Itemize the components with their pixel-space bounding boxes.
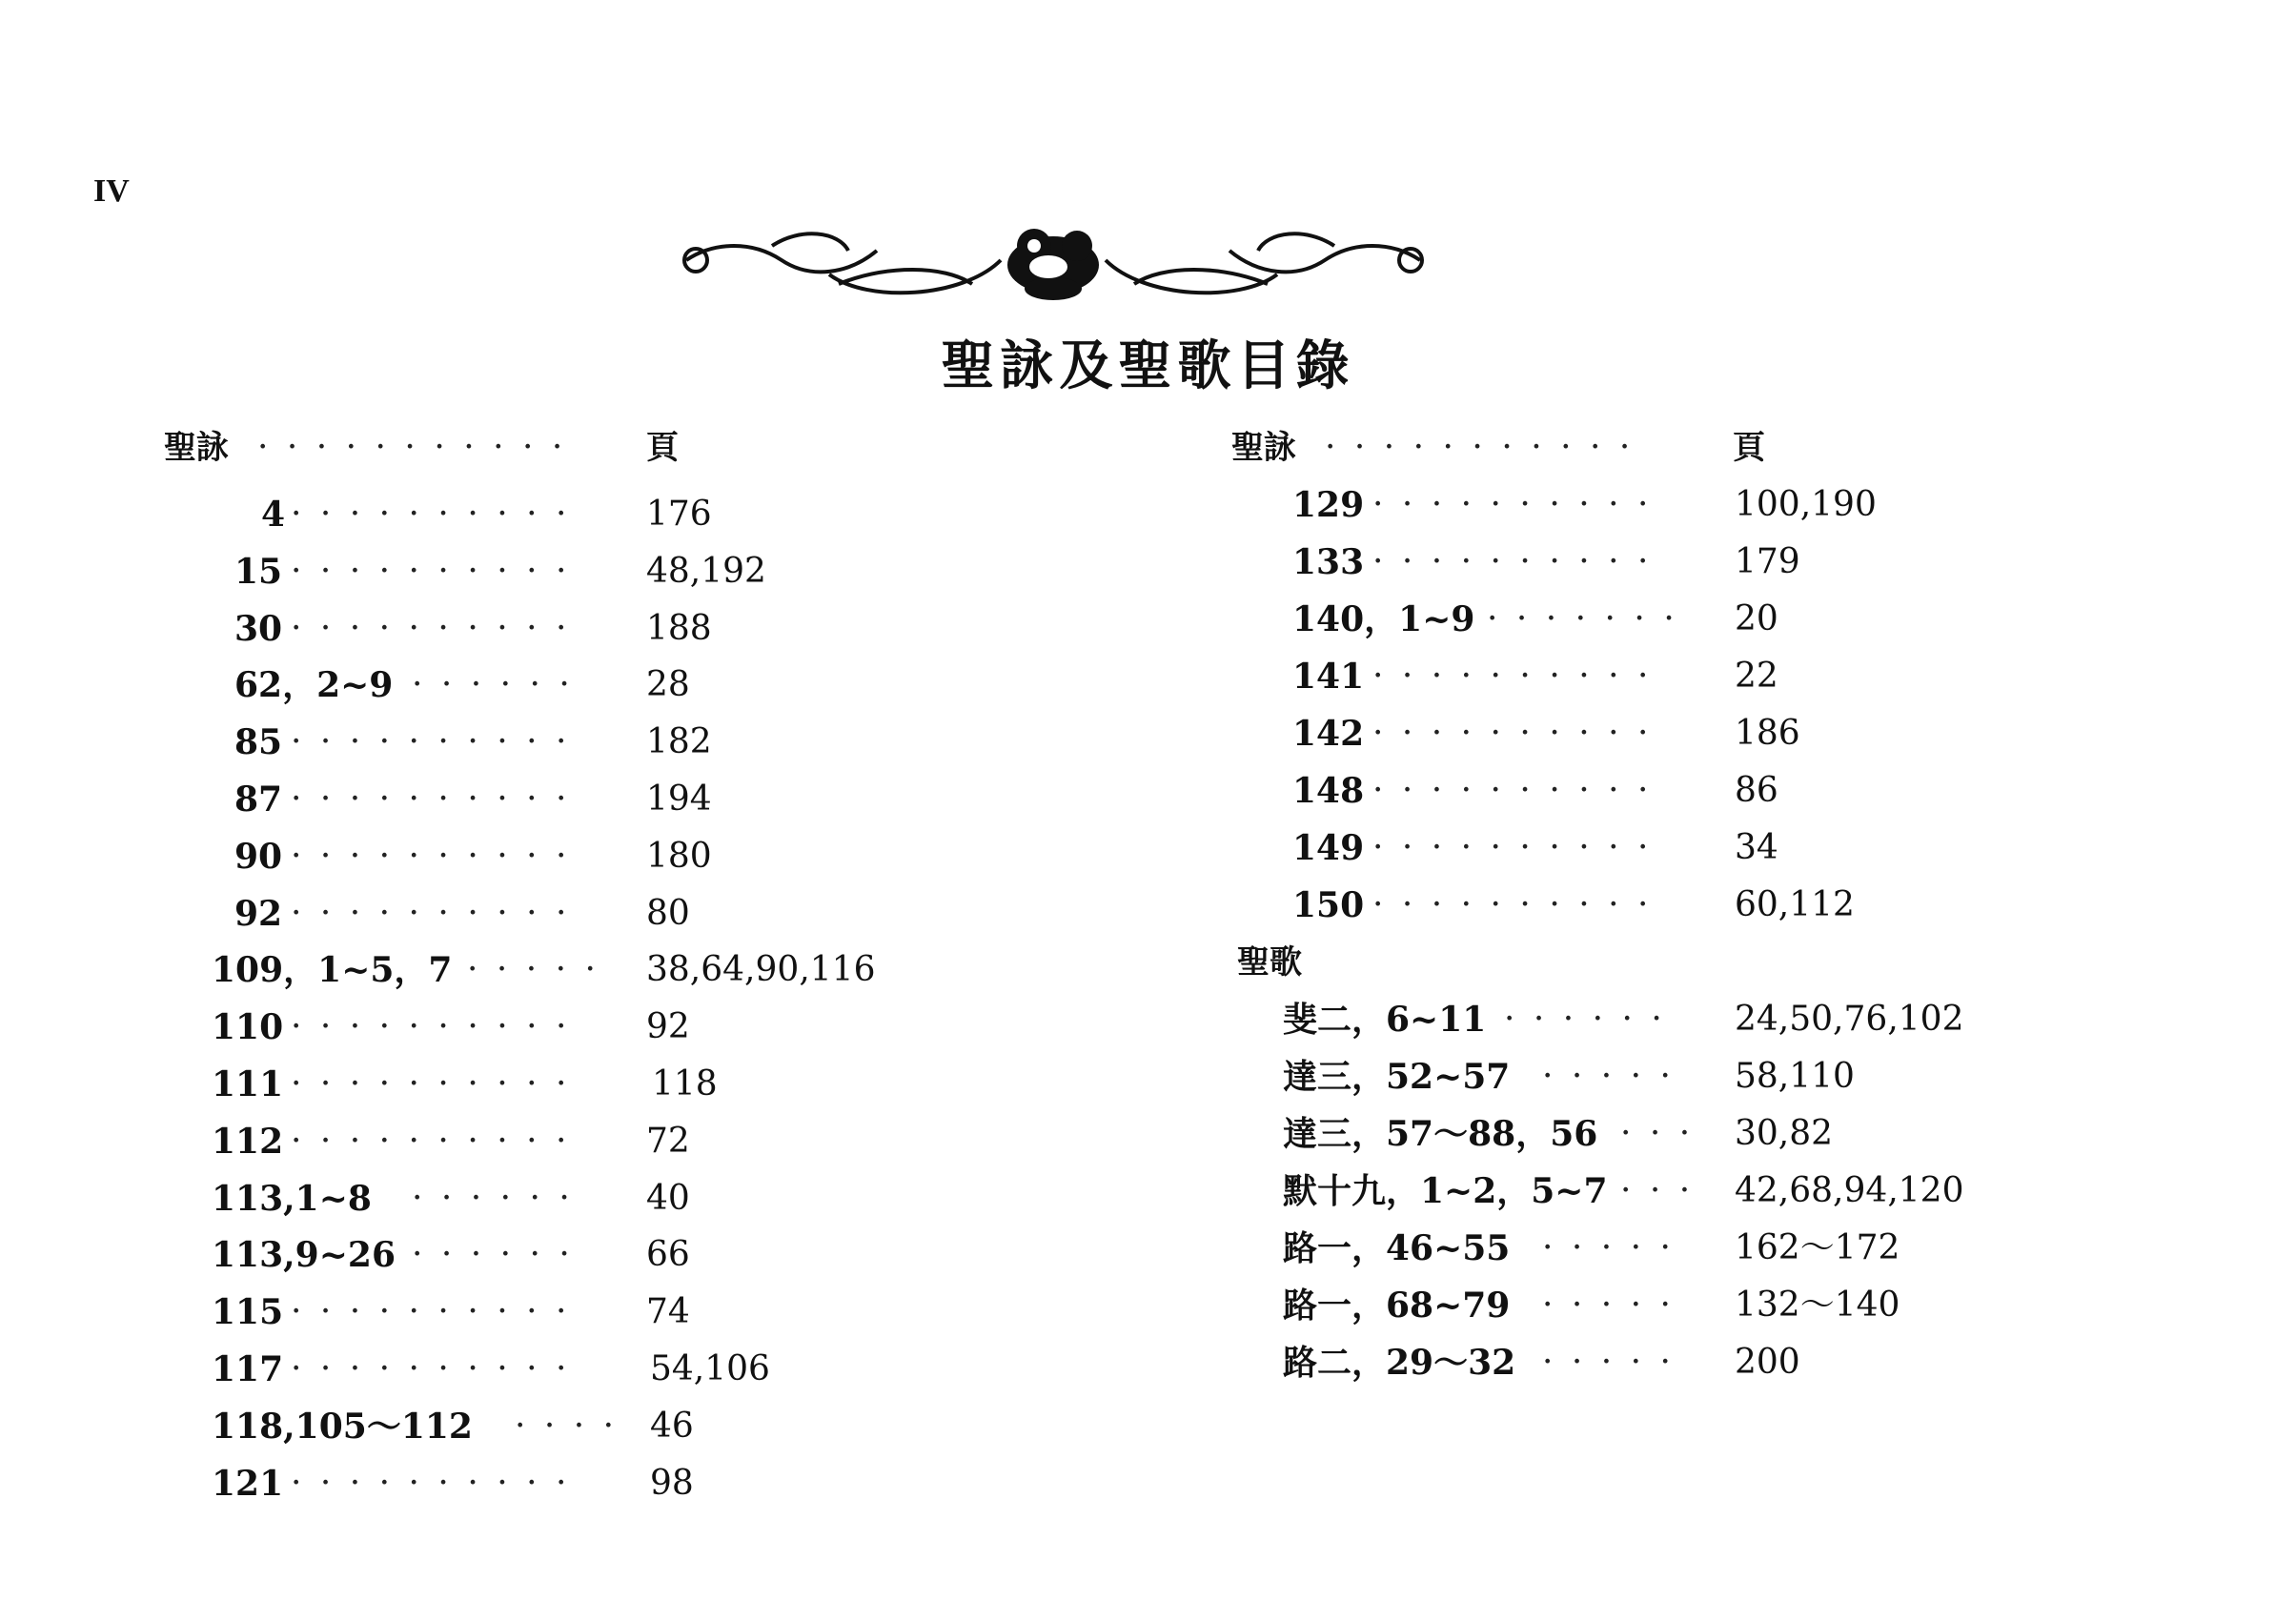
leader-dots: · · · · · · · · · ·: [291, 722, 571, 762]
entry-pages: 132～140: [1735, 1286, 1900, 1325]
leader-dots: · · · · · · · · · ·: [291, 893, 571, 933]
leader-dots: · · ·: [1620, 1171, 1695, 1210]
entry-pages: 182: [646, 722, 712, 762]
entry-pages: 20: [1735, 599, 1778, 638]
leader-dots: · · · · · · · · · ·: [1372, 771, 1653, 810]
leader-dots: · · · · · · · · · ·: [291, 1121, 571, 1161]
entry-label: 140，1~9: [1292, 599, 1475, 639]
leader-dots: · · · · · · ·: [1487, 599, 1678, 638]
leader-dots: · · · · · · · · · ·: [291, 836, 571, 876]
entry-pages: 100,190: [1735, 485, 1877, 524]
entry-pages: 188: [646, 608, 712, 648]
entry-pages: 48,192: [646, 551, 766, 591]
leader-dots: · · · · · · · · · ·: [291, 779, 571, 819]
entry-pages: 162～172: [1735, 1228, 1900, 1267]
entry-label: 110: [212, 1007, 284, 1048]
entry-label: 默十九，1~2，5~7: [1283, 1171, 1608, 1211]
entry-label: 142: [1292, 714, 1365, 754]
entry-label: 路一，46~55: [1283, 1228, 1511, 1268]
leader-dots: · · · · · · · · · ·: [1372, 828, 1653, 867]
entry-label: 斐二，6~11: [1283, 1000, 1487, 1040]
entry-label: 115: [212, 1292, 284, 1333]
entry-pages: 24,50,76,102: [1735, 1000, 1964, 1039]
entry-pages: 92: [646, 1007, 690, 1047]
entry-label: 路一，68~79: [1283, 1286, 1511, 1326]
entry-pages: 74: [646, 1292, 690, 1332]
entry-label: 達三，57～88，56: [1283, 1114, 1598, 1154]
leader-dots: · · · · · · · · · ·: [1372, 542, 1653, 581]
entry-pages: 179: [1735, 542, 1800, 581]
entry-pages: 80: [646, 893, 690, 933]
entry-pages: 34: [1735, 828, 1778, 867]
entry-label: 87: [234, 779, 283, 820]
leader-dots: · · · · · ·: [412, 1235, 574, 1275]
leader-dots: · · ·: [1620, 1114, 1695, 1153]
leader-dots: · · · · · · · · · ·: [291, 608, 571, 648]
entry-pages: 200: [1735, 1343, 1800, 1382]
leader-dots: · · · · · ·: [1504, 1000, 1666, 1039]
leader-dots: · · · · · · · · · ·: [291, 551, 571, 591]
leader-dots: · · · · · · · · · ·: [291, 1463, 571, 1503]
leader-dots: · · · ·: [515, 1406, 619, 1446]
leader-dots: · · · · · · · · · ·: [1372, 885, 1653, 924]
page-number: IV: [93, 173, 130, 209]
section-header-label: 聖詠: [164, 429, 229, 467]
leader-dots: · · · · · · · · · ·: [291, 1063, 571, 1104]
entry-pages: 54,106: [650, 1348, 770, 1388]
entry-label: 90: [234, 836, 283, 877]
entry-label: 達三，52~57: [1283, 1057, 1511, 1097]
entry-label: 121: [212, 1463, 284, 1504]
leader-dots: · · · · · · · · · ·: [291, 1007, 571, 1047]
entry-pages: 118: [652, 1063, 718, 1104]
entry-label: 112: [212, 1121, 284, 1162]
leader-dots: · · · · · ·: [412, 1178, 574, 1218]
entry-pages: 176: [646, 495, 712, 534]
entry-label: 149: [1292, 828, 1365, 868]
entry-label: 117: [212, 1348, 284, 1389]
entry-pages: 186: [1735, 714, 1800, 753]
entry-label: 133: [1292, 542, 1365, 582]
entry-label: 113,9~26: [212, 1235, 396, 1276]
entry-pages: 66: [646, 1235, 690, 1275]
entry-pages: 46: [650, 1406, 694, 1446]
section-header-label: 聖詠: [1231, 429, 1296, 467]
leader-dots: · · · · · · · · · ·: [291, 495, 571, 534]
entry-pages: 60,112: [1735, 885, 1855, 924]
entry-label: 113,1~8: [212, 1178, 372, 1219]
entry-pages: 22: [1735, 657, 1778, 696]
leader-dots: · · · · ·: [1542, 1228, 1675, 1267]
entry-pages: 86: [1735, 771, 1778, 810]
entry-label: 62，2~9: [234, 665, 394, 706]
leader-dots: · · · · ·: [1542, 1286, 1675, 1325]
leader-dots: · · · · · · · · · · ·: [257, 428, 567, 467]
entry-label: 85: [234, 722, 283, 763]
entry-label: 15: [234, 551, 283, 592]
entry-label: 118,105～112: [212, 1406, 473, 1447]
section-header-label: 聖歌: [1237, 943, 1302, 982]
leader-dots: · · · · · · · · · ·: [1372, 714, 1653, 753]
entry-label: 92: [234, 893, 283, 934]
entry-label: 4: [261, 495, 286, 535]
leader-dots: · · · · ·: [1542, 1343, 1675, 1382]
leader-dots: · · · · · · · · · ·: [1372, 485, 1653, 524]
leader-dots: · · · · · · · · · ·: [291, 1292, 571, 1332]
entry-pages: 38,64,90,116: [646, 950, 876, 990]
entry-pages: 180: [646, 836, 712, 876]
entry-label: 141: [1292, 657, 1365, 697]
page-column-label: 頁: [1733, 429, 1765, 467]
leader-dots: · · · · · · · · · ·: [1372, 657, 1653, 696]
page-column-label: 頁: [646, 429, 679, 467]
entry-label: 111: [212, 1063, 284, 1104]
leader-dots: · · · · · · · · · · ·: [1325, 428, 1635, 467]
entry-label: 150: [1292, 885, 1365, 925]
entry-pages: 42,68,94,120: [1735, 1171, 1964, 1210]
leader-dots: · · · · · ·: [412, 665, 574, 705]
entry-pages: 98: [650, 1463, 694, 1503]
leader-dots: · · · · · · · · · ·: [291, 1348, 571, 1388]
page-title: 聖詠及聖歌目錄: [941, 335, 1355, 397]
entry-pages: 194: [646, 779, 712, 819]
entry-label: 30: [234, 608, 283, 649]
leader-dots: · · · · ·: [1542, 1057, 1675, 1096]
decorative-ornament-icon: [658, 208, 1449, 313]
entry-label: 109，1~5，7: [212, 950, 453, 991]
entry-pages: 28: [646, 665, 690, 705]
entry-label: 148: [1292, 771, 1365, 811]
entry-pages: 40: [646, 1178, 690, 1218]
entry-label: 路二，29～32: [1283, 1343, 1516, 1383]
entry-pages: 58,110: [1735, 1057, 1855, 1096]
entry-pages: 72: [646, 1121, 690, 1161]
entry-label: 129: [1292, 485, 1365, 525]
leader-dots: · · · · ·: [467, 950, 599, 990]
entry-pages: 30,82: [1735, 1114, 1834, 1153]
